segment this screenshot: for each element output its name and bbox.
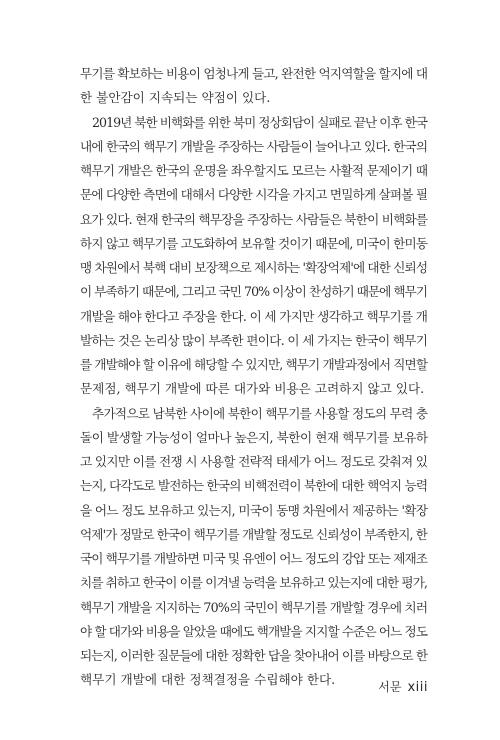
text-line: 추가적으로 남북한 사이에 북한이 핵무기를 사용할 정도의 무력 충 <box>92 405 428 421</box>
text-line: 한 불안감이 지속되는 약점이 있다. <box>80 90 271 106</box>
paragraph-3 <box>80 402 428 693</box>
text-line: 발하는 것은 논리상 많이 부족한 편이다. 이 세 가지는 한국이 핵무기 <box>80 332 428 348</box>
text-line: 돌이 발생할 가능성이 얼마나 높은지, 북한이 현재 핵무기를 보유하 <box>80 429 428 445</box>
text-line: 치를 취하고 한국이 이를 이겨낼 능력을 보유하고 있는지에 대한 평가, <box>80 575 428 591</box>
text-line: 를 개발해야 할 이유에 해당할 수 있지만, 핵무기 개발과정에서 직면할 <box>80 357 428 372</box>
text-line: 국이 핵무기를 개발하면 미국 및 유엔이 어느 정도의 강압 또는 제재조 <box>80 551 428 566</box>
text-line: 내에 한국의 핵무기 개발을 주장하는 사람들이 늘어나고 있다. 한국의 <box>80 138 428 154</box>
text-line: 을 어느 정도 보유하고 있는지, 미국이 동맹 차원에서 제공하는 '확장 <box>80 502 428 518</box>
text-line: 문제점, 핵무기 개발에 따른 대가와 비용은 고려하지 않고 있다. <box>80 381 425 397</box>
text-line: 이 부족하기 때문에, 그리고 국민 70% 이상이 찬성하기 때문에 핵무기 <box>80 284 428 300</box>
section-title: 서문 <box>378 680 402 694</box>
page-footer <box>370 677 428 697</box>
text-line: 무기를 확보하는 비용이 엄청나게 들고, 완전한 억지역할을 할지에 대 <box>80 66 428 81</box>
text-line: 고 있지만 이를 전쟁 시 사용할 전략적 태세가 어느 정도로 갖춰져 있 <box>80 454 428 469</box>
text-line: 문에 다양한 측면에 대해서 다양한 시각을 가지고 면밀하게 살펴볼 필 <box>80 187 428 203</box>
page-number: xiii <box>407 680 428 695</box>
paragraph-2 <box>80 111 428 402</box>
text-line: 는지, 다각도로 발전하는 한국의 비핵전력이 북한에 대한 핵억지 능력 <box>80 478 428 494</box>
text-line: 개발을 해야 한다고 주장을 한다. 이 세 가지만 생각하고 핵무기를 개 <box>80 308 428 324</box>
text-line: 야 할 대가와 비용을 알았을 때에도 핵개발을 지지할 수준은 어느 정도 <box>80 623 428 639</box>
text-line: 되는지, 이러한 질문들에 대한 정확한 답을 찾아내어 이를 바탕으로 한 <box>80 648 428 663</box>
text-line: 맹 차원에서 북핵 대비 보장책으로 제시하는 '확장억제'에 대한 신뢰성 <box>80 260 428 275</box>
text-line: 하지 않고 핵무기를 고도화하여 보유할 것이기 때문에, 미국이 한미동 <box>80 235 428 251</box>
text-line: 2019년 북한 비핵화를 위한 북미 정상회담이 실패로 끝난 이후 한국 <box>92 114 428 130</box>
text-line: 억제'가 정말로 한국이 핵무기를 개발할 정도로 신뢰성이 부족한지, 한 <box>80 526 428 542</box>
text-line: 핵무기 개발을 지지하는 70%의 국민이 핵무기를 개발할 경우에 치러 <box>80 599 428 615</box>
body-text <box>80 62 428 693</box>
text-line: 핵무기 개발에 대한 정책결정을 수립해야 한다. <box>80 672 336 688</box>
paragraph-1 <box>80 62 428 111</box>
text-line: 핵무기 개발은 한국의 운명을 좌우할지도 모르는 사활적 문제이기 때 <box>80 163 428 178</box>
text-line: 요가 있다. 현재 한국의 핵무장을 주장하는 사람들은 북한이 비핵화를 <box>80 211 428 227</box>
